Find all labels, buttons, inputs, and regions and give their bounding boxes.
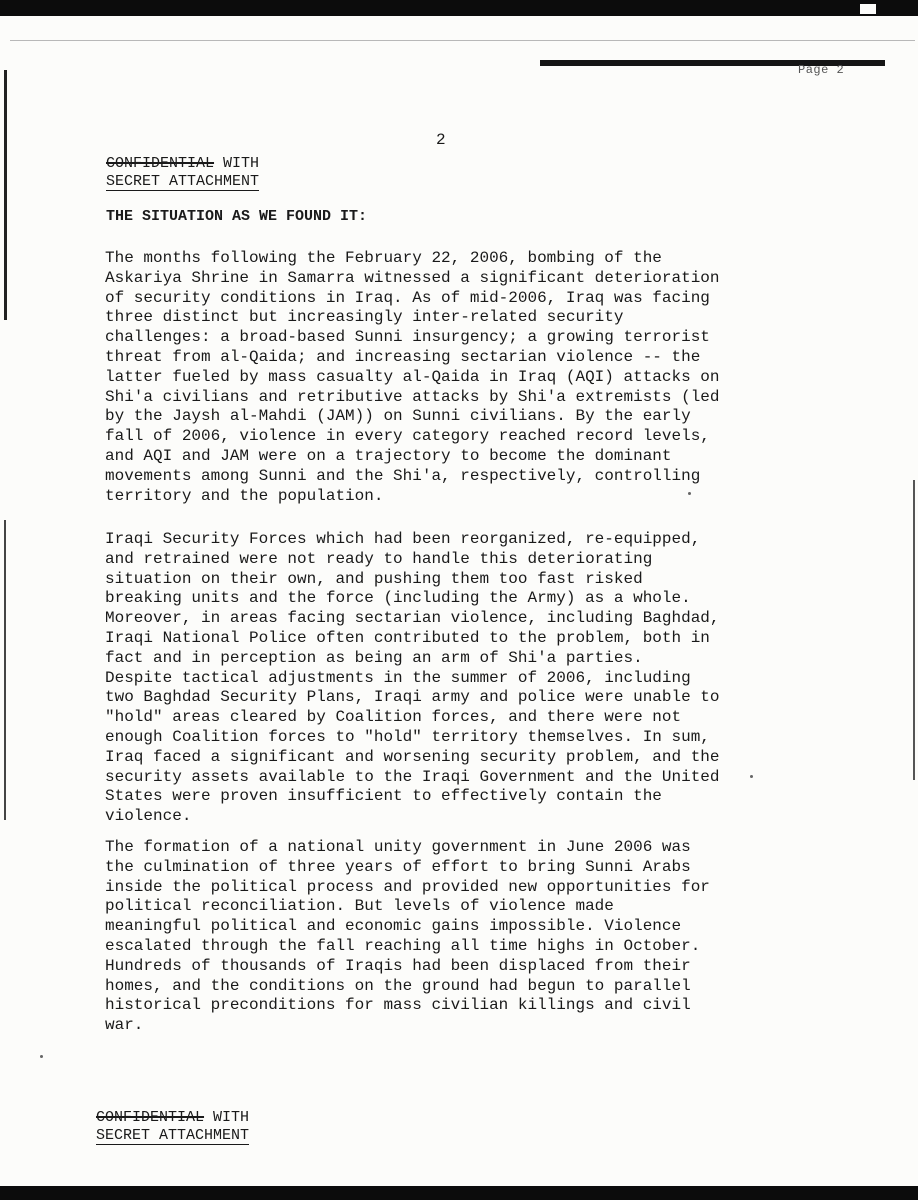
classification-line-1 xyxy=(106,155,259,173)
secret-attachment-label: SECRET ATTACHMENT xyxy=(96,1127,250,1144)
classification-marking-bottom xyxy=(96,1109,249,1145)
fax-page-label: Page 2 xyxy=(798,63,845,77)
classification-line-1 xyxy=(96,1109,249,1127)
secret-attachment-label: SECRET ATTACHMENT xyxy=(106,173,260,190)
scan-left-edge xyxy=(4,70,7,320)
page-number: 2 xyxy=(436,131,446,149)
section-heading: THE SITUATION AS WE FOUND IT: xyxy=(106,208,368,225)
scan-speck xyxy=(750,775,753,778)
scan-top-border-gap xyxy=(860,4,876,14)
scan-right-edge xyxy=(913,480,915,780)
scan-speck xyxy=(40,1055,43,1058)
scan-speck xyxy=(688,492,691,495)
classification-marking-top xyxy=(106,155,259,191)
struck-classification: CONFIDENTIAL xyxy=(96,1109,205,1126)
paragraph-2: Iraqi Security Forces which had been reorganized, re-equipped, and retrained were not ready to handle this deteriorating situation on their own, and pushing them too fast risked breaking units and the force (including the Army) as a whole. Moreover, in areas facing sectarian violence, including Baghdad, Iraqi National Police often contributed to the problem, both in fact and in perception as being an arm of Shi'a parties. Despite tactical adjustments in the summer of 2006, including two Baghdad Security Plans, Iraqi army and police were unable to "hold" areas cleared by Coalition forces, and there were not enough Coalition forces to "hold" territory themselves. In sum, Iraq faced a significant and worsening security problem, and the security assets available to the Iraqi Government and the United States were proven insufficient to effectively contain the violence. xyxy=(105,530,720,826)
fax-transmission-line xyxy=(10,40,915,41)
classification-suffix: WITH xyxy=(214,155,260,172)
paragraph-1: The months following the February 22, 2006, bombing of the Askariya Shrine in Samarra witnessed a significant deterioration of security conditions in Iraq. As of mid-2006, Iraq was facing three distinct but increasingly inter-related security challenges: a broad-based Sunni insurgency; a growing terrorist threat from al-Qaida; and increasing sectarian violence -- the latter fueled by mass casualty al-Qaida in Iraq (AQI) attacks on Shi'a civilians and retributive attacks by Shi'a extremists (led by the Jaysh al-Mahdi (JAM)) on Sunni civilians. By the early fall of 2006, violence in every category reached record levels, and AQI and JAM were on a trajectory to become the dominant movements among Sunni and the Shi'a, respectively, controlling territory and the population. xyxy=(105,249,720,505)
struck-classification: CONFIDENTIAL xyxy=(106,155,215,172)
paragraph-3: The formation of a national unity government in June 2006 was the culmination of three years of effort to bring Sunni Arabs inside the political process and provided new opportunities for political reconciliation. But levels of violence made meaningful political and economic gains impossible. Violence escalated through the fall reaching all time highs in October. Hundreds of thousands of Iraqis had been displaced from their homes, and the conditions on the ground had begun to parallel historical preconditions for mass civilian killings and civil war. xyxy=(105,838,710,1035)
scan-bottom-border xyxy=(0,1186,918,1200)
classification-suffix: WITH xyxy=(204,1109,250,1126)
classification-line-2 xyxy=(96,1127,249,1145)
classification-line-2 xyxy=(106,173,259,191)
scan-top-border xyxy=(0,0,918,16)
scan-left-edge-lower xyxy=(4,520,6,820)
